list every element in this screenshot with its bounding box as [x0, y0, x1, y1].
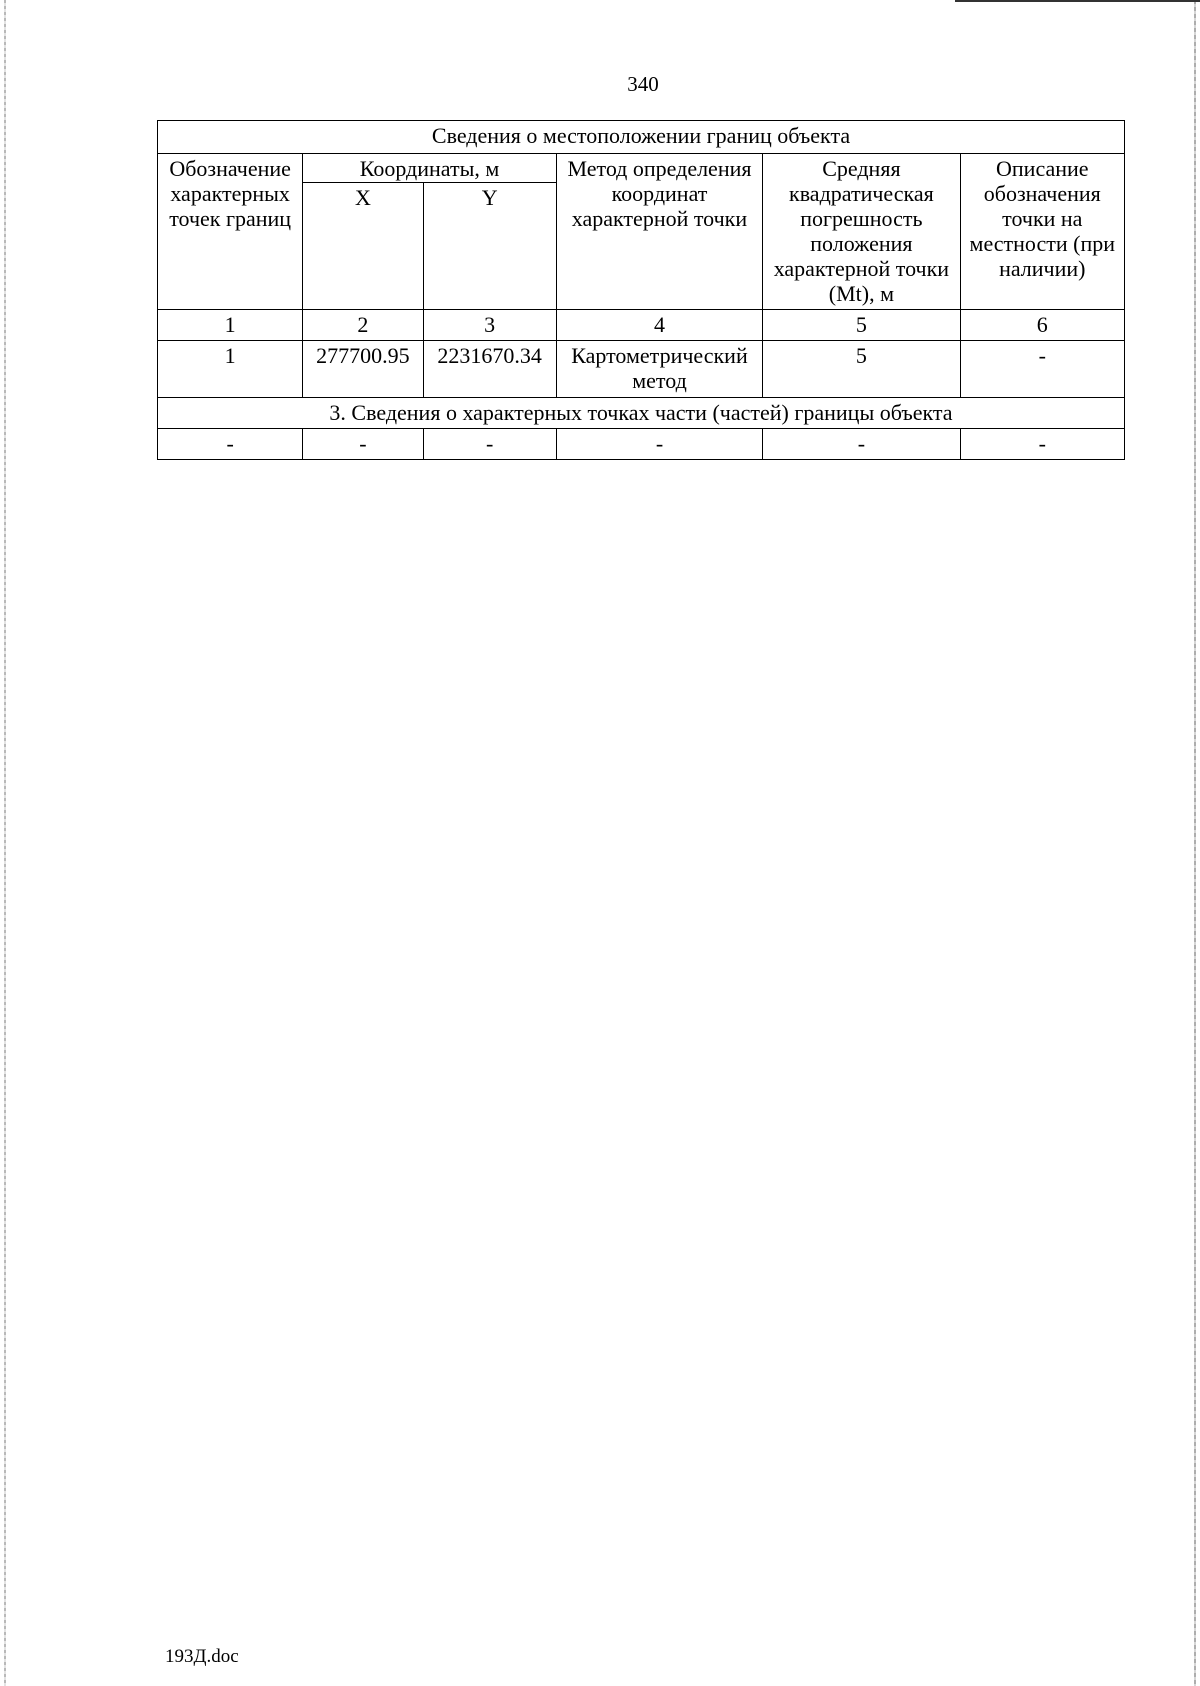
cell-y: 2231670.34: [423, 341, 556, 398]
boundary-table: [157, 120, 1125, 460]
scan-edge-left: [4, 0, 6, 1686]
header-x: X: [303, 183, 423, 310]
cell-dash: -: [960, 429, 1124, 460]
column-number: 6: [960, 310, 1124, 341]
column-number: 5: [763, 310, 960, 341]
column-number: 4: [556, 310, 762, 341]
cell-error: 5: [763, 341, 960, 398]
header-error: Средняя квадратическая погрешность положения характерной точки (Mt), м: [763, 154, 960, 310]
scan-edge-right: [1194, 0, 1196, 1686]
cell-x: 277700.95: [303, 341, 423, 398]
cell-dash: -: [158, 429, 303, 460]
footer-filename: 193Д.doc: [165, 1646, 239, 1667]
page-number: 340: [627, 72, 659, 96]
table-title: Сведения о местоположении границ объекта: [158, 121, 1125, 154]
header-method: Метод определения координат характерной точки: [556, 154, 762, 310]
scan-top-line: [955, 0, 1200, 2]
header-designation: Обозначение характерных точек границ: [158, 154, 303, 310]
table-row: [158, 429, 1125, 460]
cell-dash: -: [423, 429, 556, 460]
table-row: [158, 341, 1125, 398]
cell-method: Картометрический метод: [556, 341, 762, 398]
cell-dash: -: [303, 429, 423, 460]
column-number: 2: [303, 310, 423, 341]
cell-dash: -: [763, 429, 960, 460]
column-number: 3: [423, 310, 556, 341]
cell-description: -: [960, 341, 1124, 398]
column-number: 1: [158, 310, 303, 341]
cell-dash: -: [556, 429, 762, 460]
header-y: Y: [423, 183, 556, 310]
header-description: Описание обозначения точки на местности (при наличии): [960, 154, 1124, 310]
cell-designation: 1: [158, 341, 303, 398]
section3-title: 3. Сведения о характерных точках части (частей) границы объекта: [158, 398, 1125, 429]
column-numbers-row: [158, 310, 1125, 341]
header-coordinates: Координаты, м: [303, 154, 557, 183]
